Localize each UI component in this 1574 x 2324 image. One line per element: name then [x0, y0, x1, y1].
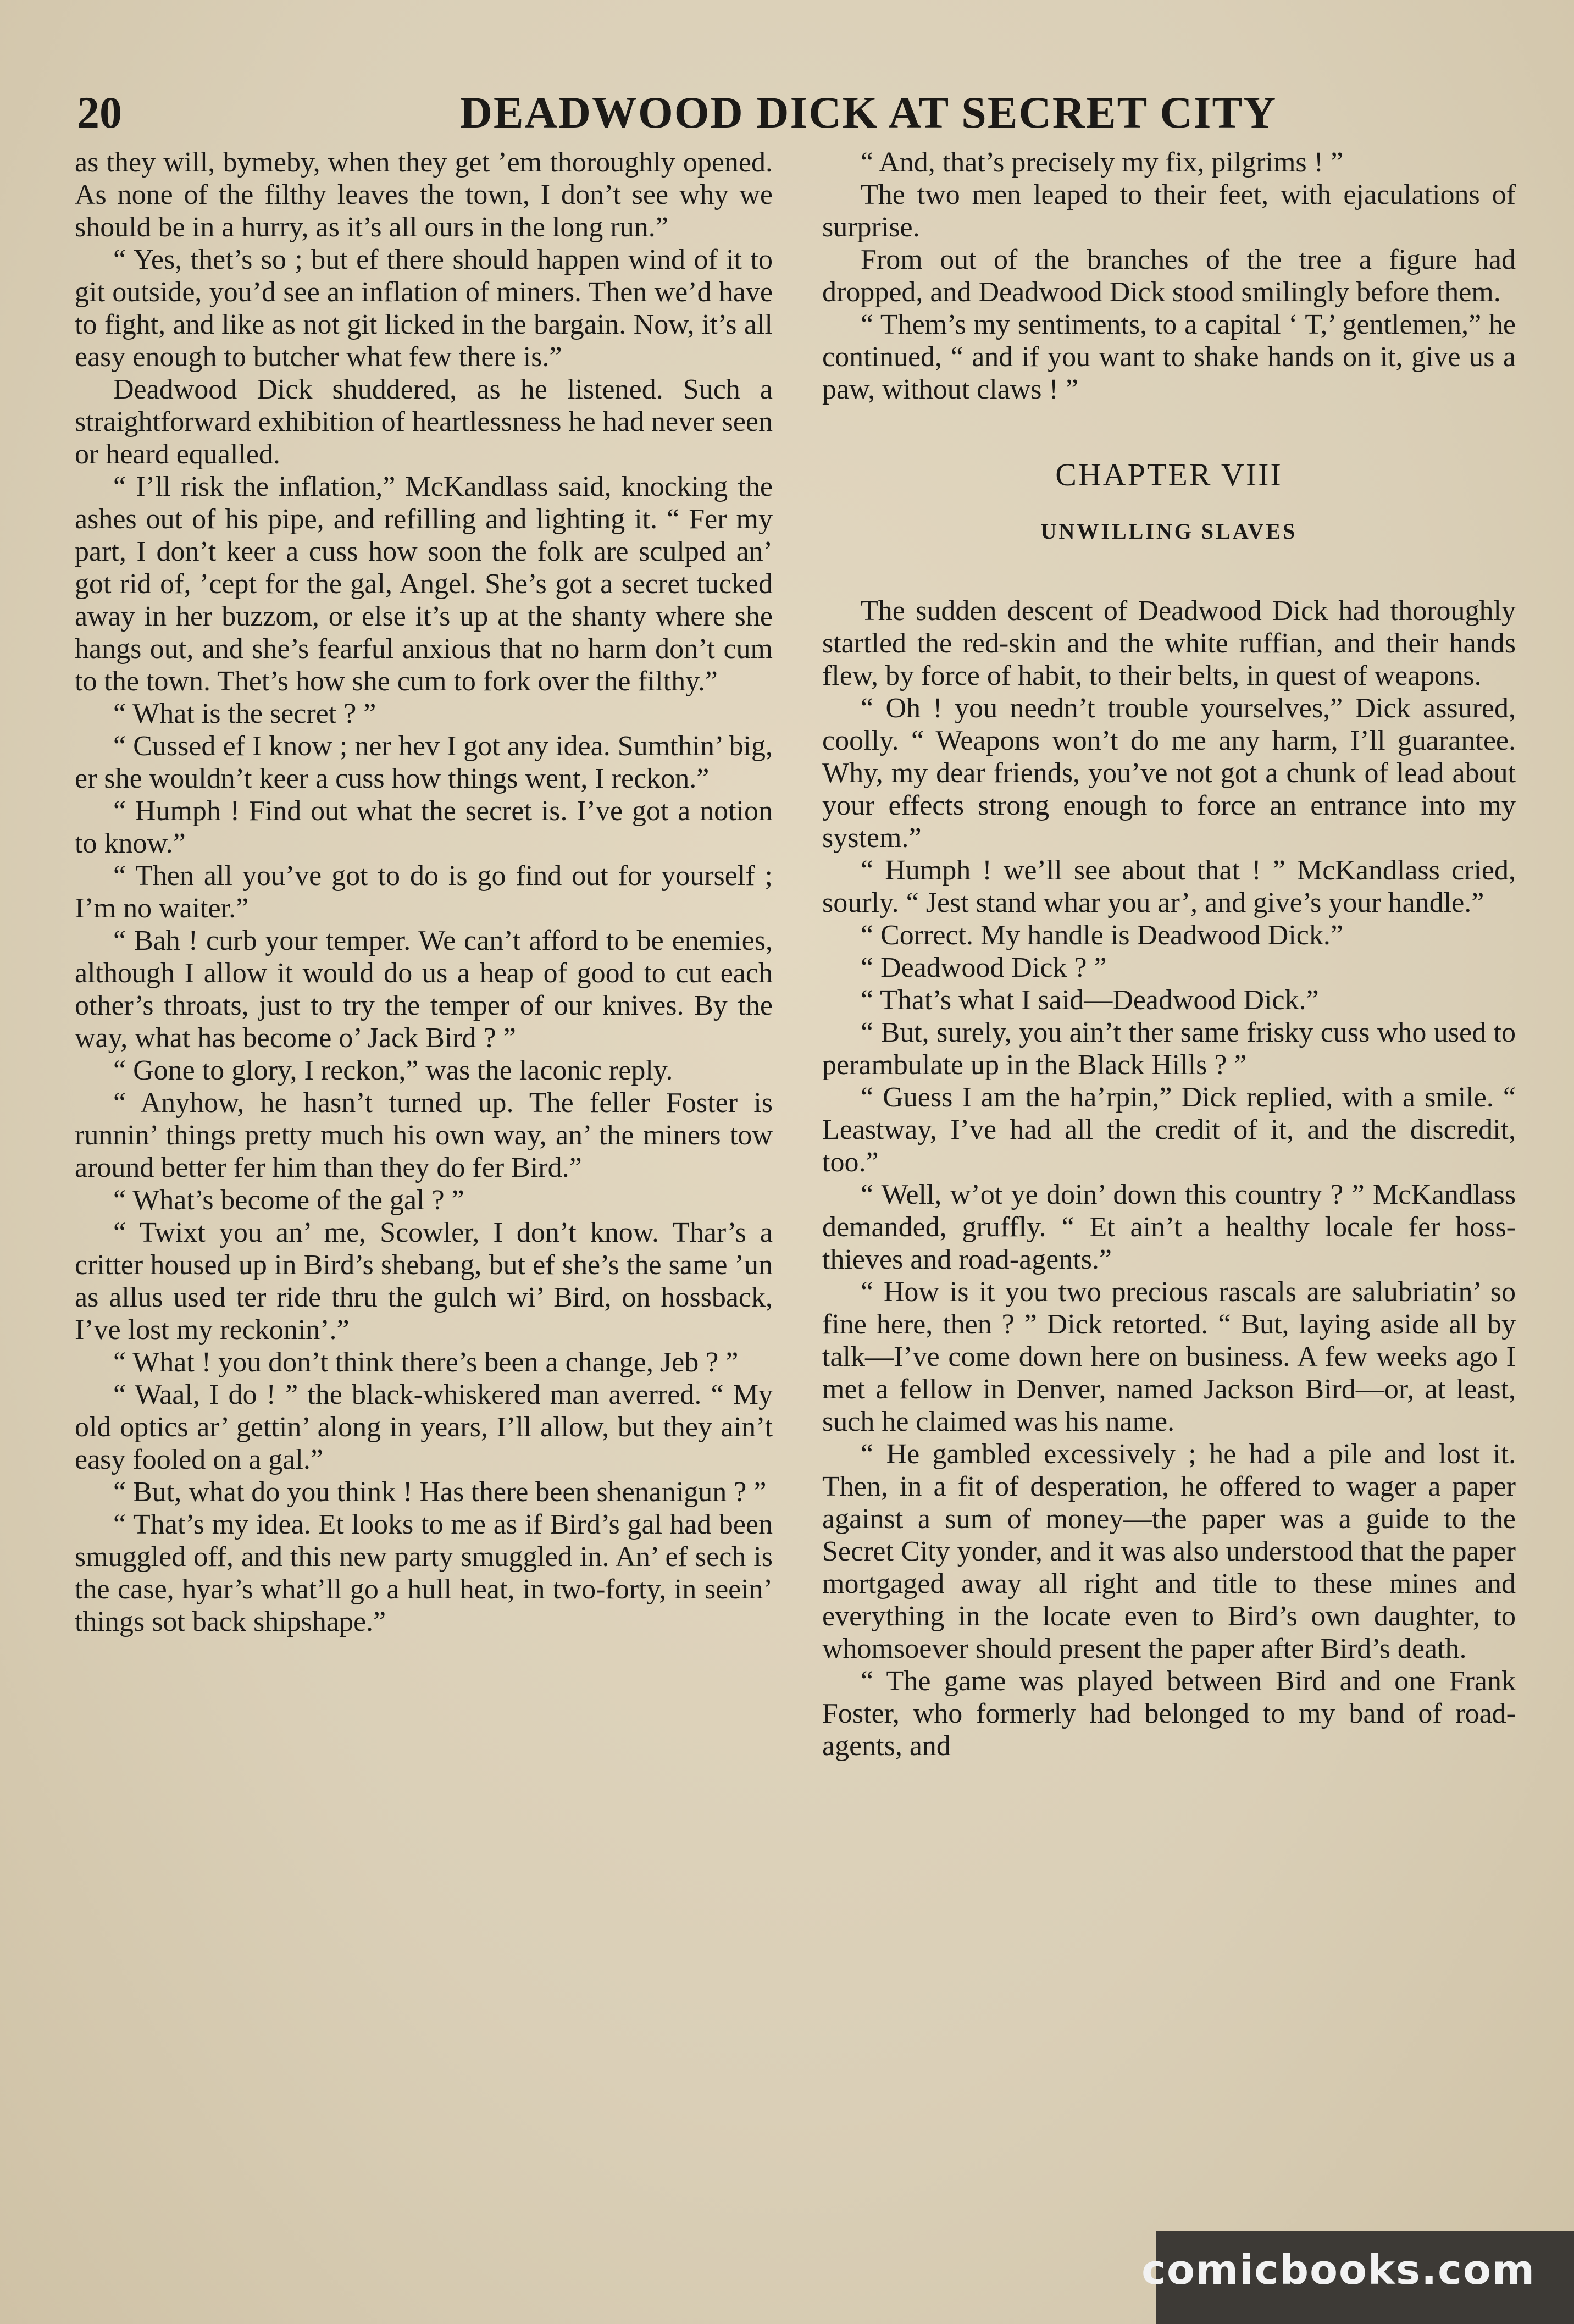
paragraph: “ Waal, I do ! ” the black-whiskered man averred. “ My old optics ar’ gettin’ along in years, I’ll allow, but they ain’t easy fooled on a gal.” [75, 1379, 773, 1475]
paragraph: “ Well, w’ot ye doin’ down this country ? ” McKandlass demanded, gruffly. “ Et ain’t a healthy locale fer hoss-thieves and road-agents.” [822, 1179, 1516, 1275]
paragraph: The sudden descent of Deadwood Dick had thoroughly startled the red-skin and the white ruffian, and their hands flew, by force of habit, to their belts, in quest of weapons. [822, 595, 1516, 691]
paragraph: “ What ! you don’t think there’s been a change, Jeb ? ” [113, 1347, 739, 1378]
paragraph: “ That’s what I said—Deadwood Dick.” [861, 984, 1319, 1016]
right-column [822, 146, 1516, 1762]
paragraph: “ Then all you’ve got to do is go find out for yourself ; I’m no waiter.” [75, 860, 773, 924]
paragraph: “ I’ll risk the inflation,” McKandlass said, knocking the ashes out of his pipe, and refilling and lighting it. “ Fer my part, I don’t keer a cuss how soon the folk are sculped an’ got rid of, ’cept for the gal, Angel. She’s got a secret tucked away in her buzzom, or else it’s up at the shanty where she hangs out, and she’s fearful anxious that no harm don’t cum to the town. Thet’s how she cum to fork over the filthy.” [75, 471, 773, 697]
paragraph: “ How is it you two precious rascals are salubriatin’ so fine here, then ? ” Dick retorted. “ But, laying aside all by talk—I’ve come down here on business. A few weeks ago I met a fellow in Denver, named Jackson Bird—or, at least, such he claimed was his name. [822, 1276, 1516, 1437]
paragraph: “ What is the secret ? ” [113, 698, 376, 729]
paragraph: “ Them’s my sentiments, to a capital ‘ T,’ gentlemen,” he continued, “ and if you want to shake hands on it, give us a paw, without claws ! ” [822, 309, 1516, 405]
paragraph: “ Gone to glory, I reckon,” was the laconic reply. [113, 1055, 673, 1086]
page-number: 20 [77, 87, 122, 137]
paragraph: “ That’s my idea. Et looks to me as if Bird’s gal had been smuggled off, and this new party smuggled in. An’ ef sech is the case, hyar’s what’ll go a hull heat, in two-forty, in seein’ things sot back shipshape.” [75, 1509, 773, 1637]
paragraph: “ Correct. My handle is Deadwood Dick.” [861, 920, 1343, 951]
paragraph: “ He gambled excessively ; he had a pile and lost it. Then, in a fit of desperation, he offered to wager a paper against a sum of money—the paper was a guide to the Secret City yonder, and it was also understood that the paper mortgaged away all right and title to these mines and everything in the locate even to Bird’s own daughter, to whomsoever should present the paper after Bird’s death. [822, 1438, 1516, 1664]
left-column [75, 146, 773, 1638]
paragraph: “ Guess I am the ha’rpin,” Dick replied, with a smile. “ Leastway, I’ve had all the credit of it, and the discredit, too.” [822, 1082, 1516, 1178]
watermark-text: comicbooks.com [1141, 2246, 1536, 2294]
page-header [77, 82, 1517, 143]
paragraph: “ Yes, thet’s so ; but ef there should happen wind of it to git outside, you’d see an inflation of miners. Then we’d have to fight, and like as not git licked in the bargain. Now, it’s all easy enough to butcher what few there is.” [75, 244, 773, 373]
paragraph: “ Humph ! we’ll see about that ! ” McKandlass cried, sourly. “ Jest stand whar you ar’, and give’s your handle.” [822, 855, 1516, 918]
paragraph: “ Anyhow, he hasn’t turned up. The feller Foster is runnin’ things pretty much his own way, an’ the miners tow around better fer him than they do fer Bird.” [75, 1087, 773, 1183]
paragraph: as they will, bymeby, when they get ’em thoroughly opened. As none of the filthy leaves the town, I don’t see why we should be in a hurry, as it’s all ours in the long run.” [75, 147, 773, 243]
chapter-heading: CHAPTER VIII [1055, 457, 1283, 493]
paragraph: “ And, that’s precisely my fix, pilgrims ! ” [861, 147, 1344, 178]
paragraph: Deadwood Dick shuddered, as he listened. Such a straightforward exhibition of heartlessness he had never seen or heard equalled. [75, 374, 773, 470]
chapter-subtitle: UNWILLING SLAVES [1040, 519, 1298, 544]
watermark-banner [1141, 2231, 1574, 2324]
paragraph: “ Deadwood Dick ? ” [861, 952, 1107, 983]
paragraph: “ But, surely, you ain’t ther same frisky cuss who used to perambulate up in the Black Hills ? ” [822, 1017, 1516, 1081]
paragraph: “ Bah ! curb your temper. We can’t afford to be enemies, although I allow it would do us a heap of good to cut each other’s throats, just to try the temper of our knives. By the way, what has become o’ Jack Bird ? ” [75, 925, 773, 1054]
running-title: DEADWOOD DICK AT SECRET CITY [459, 87, 1277, 137]
paragraph: The two men leaped to their feet, with ejaculations of surprise. [822, 179, 1516, 243]
paragraph: “ What’s become of the gal ? ” [113, 1185, 464, 1216]
paragraph: “ Twixt you an’ me, Scowler, I don’t know. Thar’s a critter housed up in Bird’s shebang, but ef she’s the same ’un as allus used ter ride thru the gulch wi’ Bird, on hossback, I’ve lost my reckonin’.” [75, 1217, 773, 1346]
paragraph: “ Humph ! Find out what the secret is. I’ve got a notion to know.” [75, 795, 773, 859]
paragraph: “ Cussed ef I know ; ner hev I got any idea. Sumthin’ big, er she wouldn’t keer a cuss how things went, I reckon.” [75, 731, 773, 794]
paragraph: “ Oh ! you needn’t trouble yourselves,” Dick assured, coolly. “ Weapons won’t do me any harm, I’ll guarantee. Why, my dear friends, you’ve not got a chunk of lead about your effects strong enough to force an entrance into my system.” [822, 693, 1516, 854]
paragraph: “ But, what do you think ! Has there been shenanigun ? ” [113, 1476, 767, 1508]
paragraph: From out of the branches of the tree a figure had dropped, and Deadwood Dick stood smilingly before them. [822, 244, 1516, 308]
paragraph: “ The game was played between Bird and one Frank Foster, who formerly had belonged to my band of road-agents, and [822, 1665, 1516, 1762]
